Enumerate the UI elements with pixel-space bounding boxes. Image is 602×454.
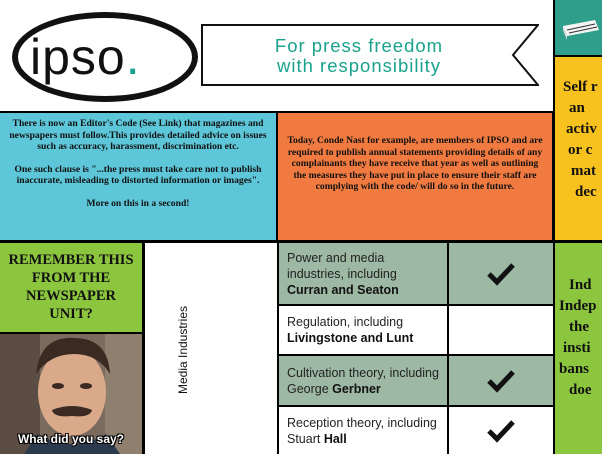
right-green-panel <box>555 243 602 454</box>
editors-code-para-3: More on this in a second! <box>86 197 190 209</box>
media-industries-text: Media Industries <box>176 305 190 395</box>
tagline <box>222 36 496 76</box>
green-line: insti <box>563 340 591 356</box>
table-row <box>279 356 447 405</box>
check-icon <box>486 419 516 443</box>
table-row <box>279 407 447 454</box>
row-bold: Hall <box>323 431 347 446</box>
yellow-line: dec <box>575 184 597 200</box>
empty-check-cell <box>449 306 553 354</box>
right-yellow-panel <box>555 57 602 240</box>
right-green-text <box>559 275 602 401</box>
yellow-line: mat <box>571 163 596 179</box>
green-line: doe <box>569 382 592 398</box>
green-line: the <box>569 319 589 335</box>
right-yellow-text <box>563 77 602 203</box>
row-text: Power and media industries, including <box>287 250 397 281</box>
tagline-line-2: with responsibility <box>277 55 441 76</box>
yellow-line: activ <box>566 121 597 137</box>
ipso-logo <box>30 22 190 92</box>
green-line: Ind <box>569 277 592 293</box>
yellow-line: an <box>569 100 585 116</box>
conde-nast-panel <box>278 113 552 240</box>
yellow-line: or c <box>568 142 593 158</box>
logo-dot: . <box>125 29 141 85</box>
meme-caption: What did you say? <box>17 432 124 446</box>
logo-text: ipso <box>30 29 126 85</box>
check-icon <box>486 369 516 393</box>
check-cell <box>449 407 553 454</box>
row-text: Reception theory, including Stuart <box>287 415 437 446</box>
row-bold: Livingstone and Lunt <box>287 331 414 345</box>
yellow-line: Self r <box>563 79 598 95</box>
green-line: Indep <box>559 298 597 314</box>
media-industries-label <box>176 305 193 395</box>
remember-panel <box>0 243 142 332</box>
conde-nast-text: Today, Conde Nast for example, are members of IPSO and are required to publish annual statements providing details of any complainants they have receive that year as well as outlining the measures they have put in place to ensure their staff are complying with the code/ will do so in the future. <box>287 135 543 192</box>
row-text: Cultivation theory, including George <box>287 365 439 396</box>
check-cell <box>449 243 553 304</box>
check-icon <box>486 262 516 286</box>
row-text: Regulation, including <box>287 315 404 329</box>
book-icon <box>555 0 602 55</box>
green-line: bans <box>559 361 590 377</box>
book-tile <box>555 0 602 55</box>
editors-code-para-1: There is now an Editor's Code (See Link) that magazines and newspapers must follow.This provides detailed advice on issues such as accuracy, harassment, discrimination etc. <box>9 118 267 152</box>
editors-code-para-2: One such clause is "...the press must take care not to publish inaccurate, misleading to distorted information or images". <box>14 163 262 186</box>
media-industries-column <box>145 243 277 454</box>
editors-code-panel <box>0 113 276 240</box>
table-row <box>279 306 447 354</box>
table-row <box>279 243 447 304</box>
tagline-line-1: For press freedom <box>274 35 444 56</box>
row-bold: Gerbner <box>332 381 381 396</box>
remember-text: REMEMBER THIS FROM THE NEWSPAPER UNIT? <box>8 252 134 322</box>
check-cell <box>449 356 553 405</box>
row-bold: Curran and Seaton <box>287 282 399 297</box>
